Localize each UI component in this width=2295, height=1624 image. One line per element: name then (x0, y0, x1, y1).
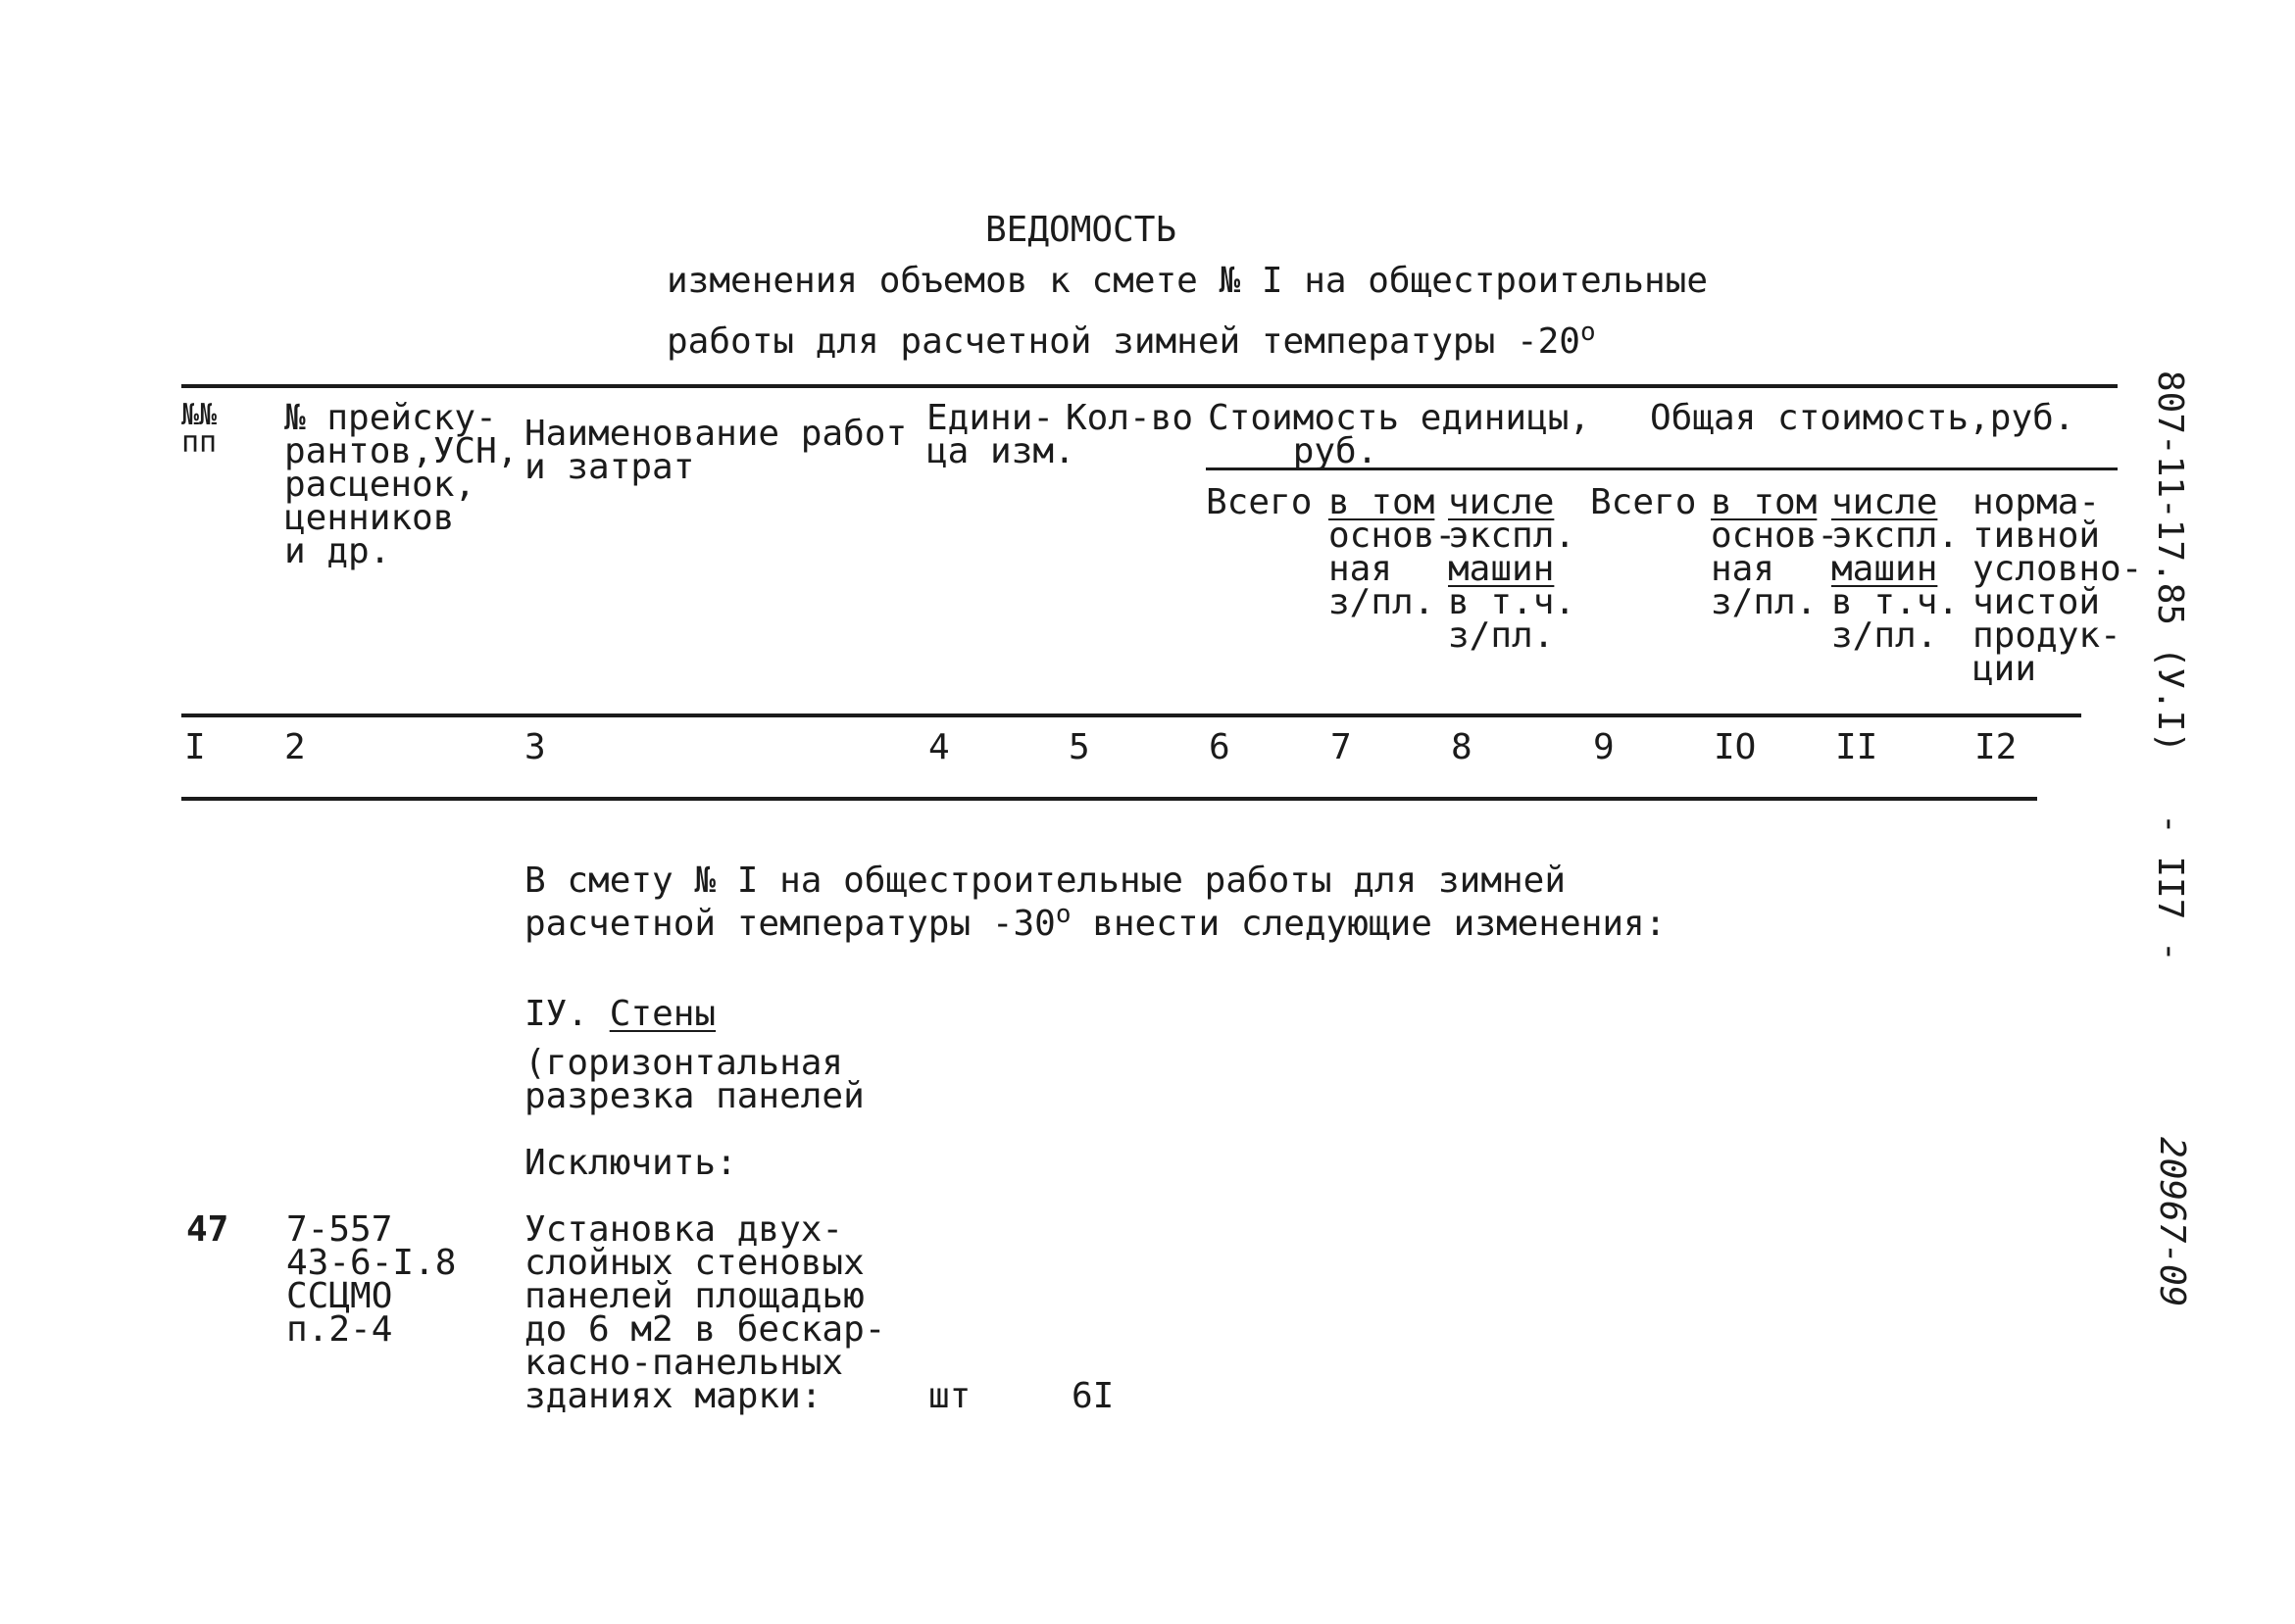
colnum-1: I (184, 727, 206, 767)
subtitle-text: работы для расчетной зимней температуры -20 (667, 321, 1580, 362)
colnum-8: 8 (1451, 727, 1472, 767)
section-number: IУ. (524, 994, 589, 1034)
section-subtitle: (горизонтальная разрезка панелей (524, 1043, 865, 1116)
header-operation-label: экспл. (1448, 516, 1576, 556)
table-top-rule (181, 384, 2118, 388)
header-total-cost-group: Общая стоимость,руб. (1650, 398, 2075, 438)
header-base-wage-label: основ- ная з/пл. (1328, 516, 1457, 622)
header-including-2: числе (1831, 482, 1938, 522)
document-subtitle: изменения объемов к смете № I на общестроительные (667, 261, 1709, 301)
header-grand-total: Всего (1590, 482, 1697, 522)
degree-sign-2: о (1055, 900, 1072, 929)
header-machine-wage-label-2: в т.ч. з/пл. (1831, 582, 1960, 656)
colnum-10: IO (1714, 727, 1757, 767)
intro-line-2 (524, 898, 1667, 944)
header-unit-machine (1448, 482, 1576, 656)
row-price-ref: 7-557 43-6-I.8 ССЦМО п.2-4 (286, 1209, 457, 1350)
header-machine-wage-label: в т.ч. з/пл. (1448, 582, 1576, 656)
colnum-3: 3 (524, 727, 546, 767)
header-in-that-number: в том (1328, 482, 1435, 522)
colnum-7: 7 (1330, 727, 1352, 767)
colnum-11: II (1835, 727, 1878, 767)
header-bottom-rule (181, 714, 2081, 717)
row-quantity: 6I (1072, 1376, 1115, 1416)
header-row-number: №№ пп (181, 398, 218, 460)
header-operation-label-2: экспл. (1831, 516, 1960, 556)
colnum-4: 4 (928, 727, 950, 767)
margin-code: 807-11-17.85 (У.I) (2150, 370, 2190, 754)
header-total-machine (1831, 482, 1960, 656)
colnum-5: 5 (1069, 727, 1090, 767)
row-work-name: Установка двух- слойных стеновых панелей площадью до 6 м2 в бескар- касно-панельных зданиях марки: (524, 1209, 886, 1416)
colnum-2: 2 (284, 727, 306, 767)
intro-text-a: расчетной температуры -30 (524, 904, 1056, 944)
header-price-ref: № прейску- рантов,УСН, расценок, ценников и др. (284, 398, 519, 571)
header-including: числе (1448, 482, 1555, 522)
document-title: ВЕДОМОСТЬ (985, 210, 1177, 250)
document-subtitle-2 (667, 316, 1596, 362)
header-machines-label: машин (1448, 549, 1555, 589)
colnum-9: 9 (1593, 727, 1615, 767)
section-name: Стены (609, 994, 717, 1034)
header-unit: Едини- ца изм. (926, 398, 1075, 471)
header-total-base-wage (1711, 482, 1839, 622)
header-base-wage-label-2: основ- ная з/пл. (1711, 516, 1839, 622)
degree-sign: о (1579, 318, 1596, 347)
header-unit-total: Всего (1206, 482, 1313, 522)
exclude-label: Исключить: (524, 1143, 737, 1183)
header-quantity: Кол-во (1066, 398, 1194, 438)
row-unit: шт (928, 1376, 972, 1416)
header-machines-label-2: машин (1831, 549, 1938, 589)
margin-handwritten-number: 20967-09 (2152, 1137, 2192, 1307)
section-heading (524, 994, 717, 1034)
intro-line-1: В смету № I на общестроительные работы для зимней (524, 861, 1567, 901)
header-unit-base-wage (1328, 482, 1457, 622)
header-work-name: Наименование работ и затрат (524, 414, 908, 487)
margin-page-number: - II7 - (2150, 813, 2190, 962)
colnum-6: 6 (1209, 727, 1230, 767)
header-net-product: норма- тивной условно- чистой продук- ции (1972, 482, 2143, 689)
row-number: 47 (186, 1209, 229, 1250)
intro-text-b: внести следующие изменения: (1071, 904, 1667, 944)
column-numbers-rule (181, 797, 2037, 801)
colnum-12: I2 (1974, 727, 2018, 767)
header-in-that-number-2: в том (1711, 482, 1818, 522)
header-unit-cost-group: Стоимость единицы, руб. (1208, 398, 1591, 471)
